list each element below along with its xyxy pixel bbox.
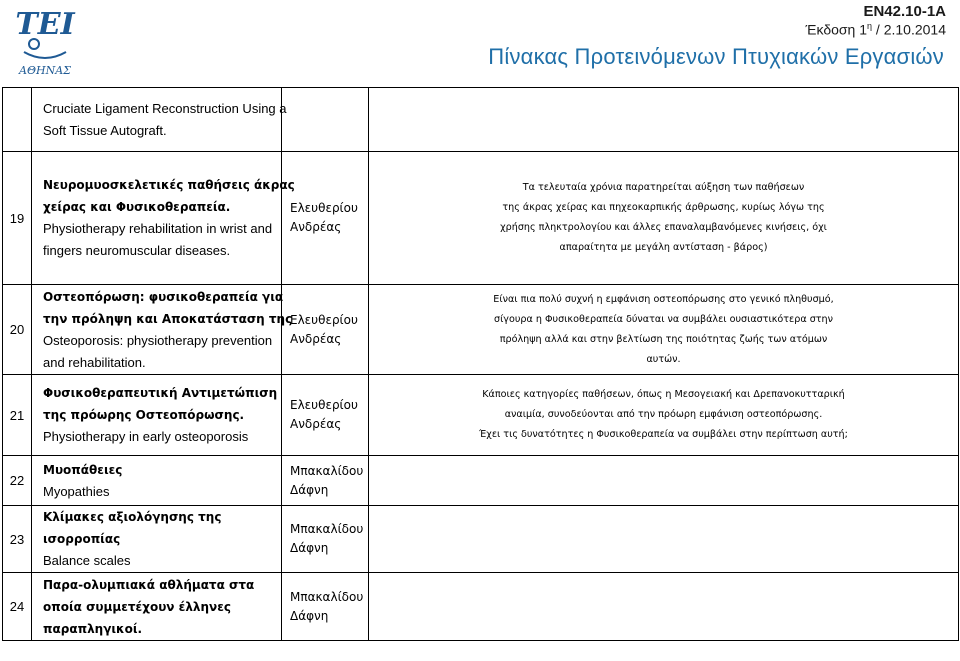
row-number: 23 (3, 506, 32, 573)
row-number: 24 (3, 573, 32, 641)
supervisor-name-line: Μπακαλίδου (290, 463, 364, 478)
supervisor (282, 456, 369, 506)
supervisor-name-line: Ελευθερίου (290, 312, 358, 327)
thesis-title-line: Cruciate Ligament Reconstruction Using a (43, 100, 287, 116)
document-edition (806, 21, 946, 38)
description-line: της άκρας χείρας και πηχεοκαρπικής άρθρωσης, κυρίως λόγω της (502, 202, 825, 213)
thesis-title-line: Οστεοπόρωση: φυσικοθεραπεία για (43, 289, 284, 304)
thesis-title-line: της πρόωρης Οστεοπόρωσης. (43, 408, 245, 422)
table-row (3, 152, 959, 285)
supervisor (282, 506, 369, 573)
thesis-description (369, 285, 959, 375)
supervisor (282, 573, 369, 641)
thesis-description (369, 573, 959, 641)
description-line: Είναι πια πολύ συχνή η εμφάνιση οστεοπόρωσης στο γενικό πληθυσμό, (493, 293, 834, 305)
description-line: Έχει τις δυνατότητες η Φυσικοθεραπεία να συμβάλει στην περίπτωση αυτή; (479, 429, 848, 440)
row-number: 19 (3, 152, 32, 285)
thesis-title-line: Κλίμακες αξιολόγησης της (43, 510, 222, 524)
thesis-title-line: Physiotherapy rehabilitation in wrist and (43, 221, 273, 236)
thesis-title-line: Soft Tissue Autograft. (43, 122, 167, 138)
thesis-title (32, 506, 282, 573)
description-line: Κάποιες κατηγορίες παθήσεων, όπως η Μεσογειακή και Δρεπανοκυτταρική (482, 389, 845, 400)
thesis-title (32, 152, 295, 285)
supervisor-name-line: Ανδρέας (290, 220, 342, 234)
thesis-title (32, 375, 282, 456)
supervisor-name-line: Ελευθερίου (290, 201, 358, 215)
edition-prefix: Έκδοση 1 (805, 21, 868, 38)
thesis-title (32, 456, 282, 506)
table-row (3, 456, 959, 506)
supervisor-name-line: Μπακαλίδου (290, 522, 364, 536)
supervisor-name-line: Δάφνη (290, 541, 329, 555)
thesis-description (369, 152, 959, 285)
description-line: αναιμία, συνοδεύονται από την πρόωρη εμφάνιση οστεοπόρωσης. (504, 409, 823, 420)
table-row (3, 285, 959, 375)
description-line: πρόληψη αλλά και στην βελτίωση της ποιότητας ζωής των ατόμων (499, 333, 828, 345)
thesis-title-line: ισορροπίας (43, 532, 121, 546)
thesis-title-line: Μυοπάθειες (43, 462, 123, 477)
thesis-title (32, 88, 287, 152)
description-line: απαραίτητα με μεγάλη αντίσταση - βάρος) (559, 242, 768, 253)
thesis-description (369, 88, 959, 152)
thesis-title-line: Myopathies (43, 483, 110, 499)
document-title: Πίνακας Προτεινόμενων Πτυχιακών Εργασιών (488, 44, 944, 69)
thesis-title-line: Φυσικοθεραπευτική Αντιμετώπιση (43, 386, 278, 400)
description-line: αυτών. (646, 353, 681, 365)
thesis-title-line: fingers neuromuscular diseases. (43, 243, 231, 258)
supervisor (282, 88, 369, 152)
thesis-description (369, 506, 959, 573)
logo-caption: ΑΘΗΝΑΣ (19, 64, 71, 77)
description-line: σίγουρα η Φυσικοθεραπεία δύναται να συμβάλει ουσιαστικότερα στην (493, 313, 833, 325)
thesis-title-line: Physiotherapy in early osteoporosis (43, 429, 249, 444)
thesis-title-line: Osteoporosis: physiotherapy prevention (43, 332, 273, 348)
table-row (3, 506, 959, 573)
table-row (3, 88, 959, 152)
thesis-title-line: Παρα-ολυμπιακά αθλήματα στα (43, 577, 255, 592)
thesis-title (32, 285, 293, 375)
supervisor-name-line: Δάφνη (290, 608, 329, 623)
thesis-description (369, 375, 959, 456)
thesis-title-line: Νευρομυοσκελετικές παθήσεις άκρας (43, 178, 295, 192)
supervisor (282, 375, 369, 456)
supervisor-name-line: Μπακαλίδου (290, 589, 364, 604)
thesis-table-body (3, 88, 959, 641)
document-code: ΕΝ42.10-1Α (863, 3, 946, 20)
table-row (3, 375, 959, 456)
thesis-title-line: Balance scales (43, 553, 131, 568)
row-number: 20 (3, 285, 32, 375)
supervisor (282, 152, 369, 285)
supervisor-name-line: Ανδρέας (290, 417, 342, 431)
thesis-title-line: and rehabilitation. (43, 354, 146, 370)
thesis-table (2, 87, 959, 641)
thesis-title (32, 573, 282, 641)
logo-text: ΤΕΙ (15, 7, 75, 42)
description-line: χρήσης πληκτρολογίου και άλλες επαναλαμβανόμενες κινήσεις, όχι (500, 222, 827, 233)
edition-sup: η (867, 21, 873, 31)
supervisor (282, 285, 369, 375)
thesis-description (369, 456, 959, 506)
tei-athens-logo (12, 0, 78, 78)
page-header (0, 0, 960, 82)
table-row (3, 573, 959, 641)
thesis-title-line: οποία συμμετέχουν έλληνες (43, 599, 232, 614)
edition-suffix: / 2.10.2014 (872, 21, 946, 38)
supervisor-name-line: Ανδρέας (290, 331, 342, 346)
thesis-title-line: την πρόληψη και Αποκατάσταση της (43, 311, 293, 326)
supervisor-name-line: Δάφνη (290, 482, 329, 497)
supervisor-name-line: Ελευθερίου (290, 398, 358, 412)
row-number: 21 (3, 375, 32, 456)
description-line: Τα τελευταία χρόνια παρατηρείται αύξηση των παθήσεων (522, 182, 805, 193)
thesis-title-line: χείρας και Φυσικοθεραπεία. (43, 200, 231, 214)
thesis-title-line: παραπληγικοί. (43, 621, 143, 636)
row-number: 22 (3, 456, 32, 506)
row-number (3, 88, 32, 152)
